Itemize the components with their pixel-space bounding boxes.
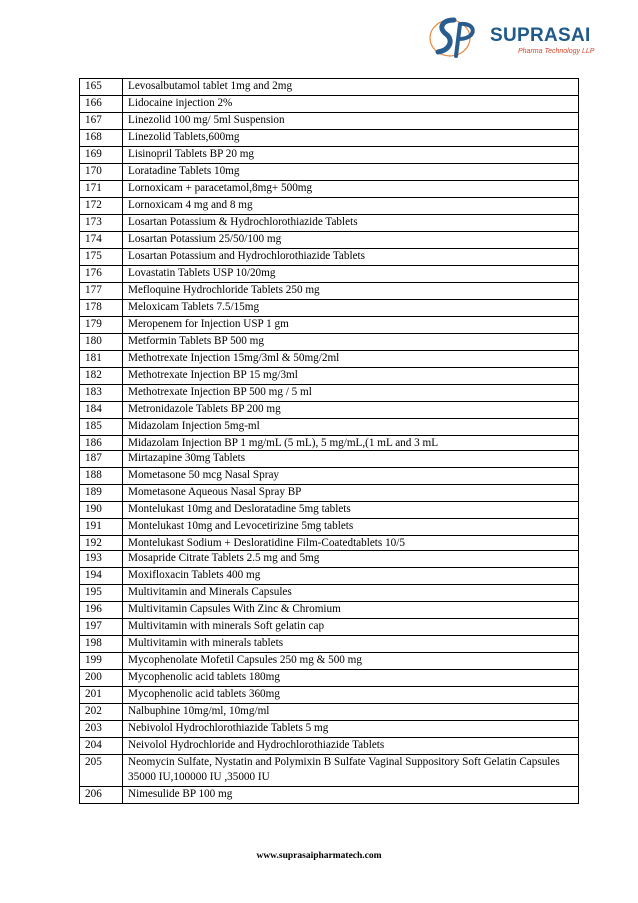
table-row (80, 300, 579, 317)
row-number: 172 (80, 198, 123, 215)
product-name: Mometasone Aqueous Nasal Spray BP (123, 485, 579, 502)
sp-monogram-icon (420, 12, 490, 62)
table-row (80, 451, 579, 468)
product-name: Loratadine Tablets 10mg (123, 164, 579, 181)
row-number: 186 (80, 436, 123, 451)
product-name: Mosapride Citrate Tablets 2.5 mg and 5mg (123, 551, 579, 568)
table-row (80, 585, 579, 602)
table-row (80, 351, 579, 368)
table-row (80, 502, 579, 519)
table-row (80, 687, 579, 704)
product-name: Lornoxicam 4 mg and 8 mg (123, 198, 579, 215)
product-name: Lidocaine injection 2% (123, 96, 579, 113)
table-row (80, 568, 579, 585)
table-row (80, 283, 579, 300)
product-name: Linezolid 100 mg/ 5ml Suspension (123, 113, 579, 130)
table-row (80, 79, 579, 96)
row-number: 204 (80, 738, 123, 755)
table-row (80, 317, 579, 334)
row-number: 189 (80, 485, 123, 502)
table-row (80, 113, 579, 130)
product-name: Montelukast Sodium + Desloratidine Film-Coatedtablets 10/5 (123, 536, 579, 551)
table-row (80, 670, 579, 687)
row-number: 205 (80, 755, 123, 787)
table-row (80, 519, 579, 536)
row-number: 190 (80, 502, 123, 519)
table-row (80, 249, 579, 266)
row-number: 176 (80, 266, 123, 283)
product-name: Lisinopril Tablets BP 20 mg (123, 147, 579, 164)
row-number: 175 (80, 249, 123, 266)
row-number: 179 (80, 317, 123, 334)
table-row (80, 755, 579, 787)
product-name: Meropenem for Injection USP 1 gm (123, 317, 579, 334)
row-number: 173 (80, 215, 123, 232)
product-name: Methotrexate Injection 15mg/3ml & 50mg/2ml (123, 351, 579, 368)
table-row (80, 721, 579, 738)
table-row (80, 232, 579, 249)
row-number: 206 (80, 787, 123, 804)
table-row (80, 636, 579, 653)
row-number: 192 (80, 536, 123, 551)
row-number: 166 (80, 96, 123, 113)
row-number: 178 (80, 300, 123, 317)
row-number: 168 (80, 130, 123, 147)
product-name: Mycophenolic acid tablets 180mg (123, 670, 579, 687)
table-row (80, 147, 579, 164)
product-name: Metronidazole Tablets BP 200 mg (123, 402, 579, 419)
row-number: 165 (80, 79, 123, 96)
table-row (80, 485, 579, 502)
row-number: 196 (80, 602, 123, 619)
row-number: 193 (80, 551, 123, 568)
product-name: Nalbuphine 10mg/ml, 10mg/ml (123, 704, 579, 721)
table-row (80, 704, 579, 721)
product-name: Lornoxicam + paracetamol,8mg+ 500mg (123, 181, 579, 198)
product-name: Nebivolol Hydrochlorothiazide Tablets 5 mg (123, 721, 579, 738)
table-row (80, 787, 579, 804)
row-number: 197 (80, 619, 123, 636)
row-number: 201 (80, 687, 123, 704)
table-row (80, 619, 579, 636)
product-table (79, 78, 579, 804)
brand-tagline: Pharma Technology LLP (518, 48, 595, 55)
row-number: 185 (80, 419, 123, 436)
row-number: 171 (80, 181, 123, 198)
table-row (80, 130, 579, 147)
row-number: 170 (80, 164, 123, 181)
row-number: 182 (80, 368, 123, 385)
footer-url: www.suprasaipharmatech.com (256, 851, 382, 861)
company-logo (420, 12, 620, 62)
product-name: Levosalbutamol tablet 1mg and 2mg (123, 79, 579, 96)
row-number: 198 (80, 636, 123, 653)
table-row (80, 215, 579, 232)
product-name: Meloxicam Tablets 7.5/15mg (123, 300, 579, 317)
row-number: 184 (80, 402, 123, 419)
product-name: Neivolol Hydrochloride and Hydrochlorothiazide Tablets (123, 738, 579, 755)
product-name: Mycophenolate Mofetil Capsules 250 mg & 500 mg (123, 653, 579, 670)
product-name: Montelukast 10mg and Levocetirizine 5mg tablets (123, 519, 579, 536)
product-name: Mirtazapine 30mg Tablets (123, 451, 579, 468)
table-row (80, 198, 579, 215)
table-row (80, 536, 579, 551)
row-number: 167 (80, 113, 123, 130)
row-number: 194 (80, 568, 123, 585)
table-row (80, 368, 579, 385)
product-name: Midazolam Injection 5mg-ml (123, 419, 579, 436)
product-name: Losartan Potassium and Hydrochlorothiazide Tablets (123, 249, 579, 266)
table-row (80, 402, 579, 419)
product-name: Nimesulide BP 100 mg (123, 787, 579, 804)
product-name: Mycophenolic acid tablets 360mg (123, 687, 579, 704)
row-number: 187 (80, 451, 123, 468)
table-row (80, 468, 579, 485)
product-name: Multivitamin with minerals Soft gelatin cap (123, 619, 579, 636)
product-name: Metformin Tablets BP 500 mg (123, 334, 579, 351)
product-name: Methotrexate Injection BP 500 mg / 5 ml (123, 385, 579, 402)
row-number: 183 (80, 385, 123, 402)
row-number: 181 (80, 351, 123, 368)
row-number: 180 (80, 334, 123, 351)
brand-name: SUPRASAI (490, 25, 591, 46)
table-row (80, 164, 579, 181)
product-name: Midazolam Injection BP 1 mg/mL (5 mL), 5 mg/mL,(1 mL and 3 mL (123, 436, 579, 451)
row-number: 177 (80, 283, 123, 300)
row-number: 195 (80, 585, 123, 602)
product-name: Losartan Potassium & Hydrochlorothiazide Tablets (123, 215, 579, 232)
table-row (80, 419, 579, 436)
row-number: 203 (80, 721, 123, 738)
table-row (80, 385, 579, 402)
table-row (80, 551, 579, 568)
row-number: 202 (80, 704, 123, 721)
product-name: Neomycin Sulfate, Nystatin and Polymixin B Sulfate Vaginal Suppository Soft Gelatin Capsules 35000 IU,100000 IU ,35000 IU (123, 755, 579, 787)
table-row (80, 436, 579, 451)
product-name: Multivitamin and Minerals Capsules (123, 585, 579, 602)
product-name: Losartan Potassium 25/50/100 mg (123, 232, 579, 249)
row-number: 199 (80, 653, 123, 670)
row-number: 191 (80, 519, 123, 536)
product-name: Mefloquine Hydrochloride Tablets 250 mg (123, 283, 579, 300)
product-name: Linezolid Tablets,600mg (123, 130, 579, 147)
product-name: Methotrexate Injection BP 15 mg/3ml (123, 368, 579, 385)
row-number: 188 (80, 468, 123, 485)
product-name: Moxifloxacin Tablets 400 mg (123, 568, 579, 585)
row-number: 174 (80, 232, 123, 249)
row-number: 200 (80, 670, 123, 687)
row-number: 169 (80, 147, 123, 164)
product-name: Lovastatin Tablets USP 10/20mg (123, 266, 579, 283)
product-name: Mometasone 50 mcg Nasal Spray (123, 468, 579, 485)
table-row (80, 96, 579, 113)
table-row (80, 181, 579, 198)
table-row (80, 738, 579, 755)
product-name: Multivitamin Capsules With Zinc & Chromium (123, 602, 579, 619)
table-row (80, 602, 579, 619)
product-name: Montelukast 10mg and Desloratadine 5mg tablets (123, 502, 579, 519)
table-row (80, 653, 579, 670)
product-name: Multivitamin with minerals tablets (123, 636, 579, 653)
table-row (80, 266, 579, 283)
table-row (80, 334, 579, 351)
